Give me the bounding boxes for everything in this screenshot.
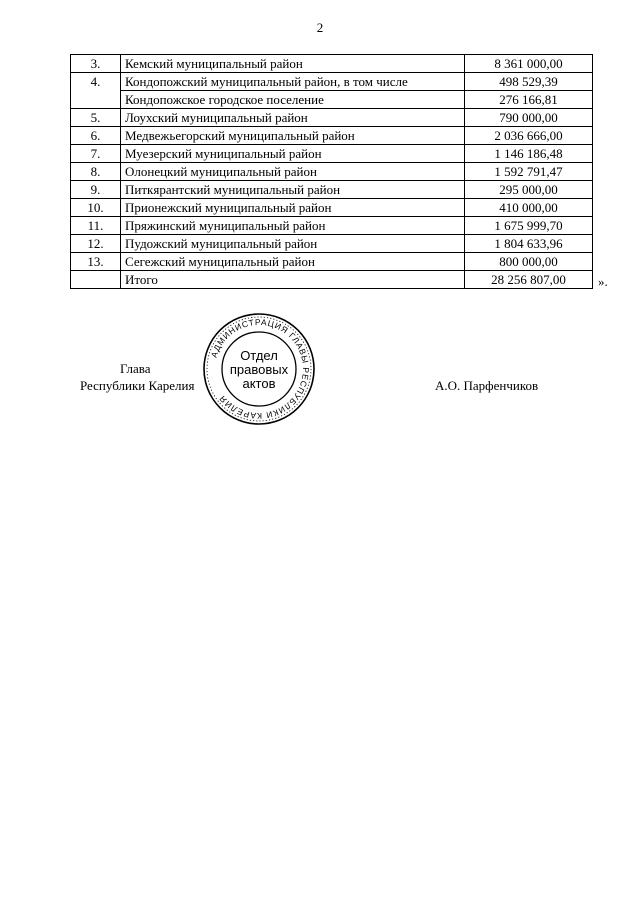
district-name: Питкярантский муниципальный район bbox=[121, 181, 465, 199]
amount: 2 036 666,00 bbox=[465, 127, 593, 145]
stamp-line-1: Отдел bbox=[240, 348, 278, 363]
row-number bbox=[71, 271, 121, 289]
amount: 276 166,81 bbox=[465, 91, 593, 109]
row-number: 3. bbox=[71, 55, 121, 73]
table-row bbox=[71, 55, 593, 73]
amount: 1 146 186,48 bbox=[465, 145, 593, 163]
distribution-table bbox=[70, 54, 593, 289]
row-number: 12. bbox=[71, 235, 121, 253]
district-name: Сегежский муниципальный район bbox=[121, 253, 465, 271]
amount: 295 000,00 bbox=[465, 181, 593, 199]
closing-quote: ». bbox=[598, 274, 608, 289]
district-name: Итого bbox=[121, 271, 465, 289]
table-row bbox=[71, 271, 593, 289]
table-row bbox=[71, 217, 593, 235]
amount: 1 804 633,96 bbox=[465, 235, 593, 253]
district-name: Кондопожское городское поселение bbox=[121, 91, 465, 109]
row-number: 5. bbox=[71, 109, 121, 127]
district-name: Муезерский муниципальный район bbox=[121, 145, 465, 163]
page-number: 2 bbox=[316, 20, 324, 35]
district-name: Медвежьегорский муниципальный район bbox=[121, 127, 465, 145]
table-row bbox=[71, 181, 593, 199]
official-stamp bbox=[202, 312, 316, 426]
table-row bbox=[71, 91, 593, 109]
amount: 1 675 999,70 bbox=[465, 217, 593, 235]
table-row bbox=[71, 109, 593, 127]
row-number bbox=[71, 91, 121, 109]
row-number: 8. bbox=[71, 163, 121, 181]
row-number: 10. bbox=[71, 199, 121, 217]
row-number: 11. bbox=[71, 217, 121, 235]
amount: 800 000,00 bbox=[465, 253, 593, 271]
district-name: Лоухский муниципальный район bbox=[121, 109, 465, 127]
amount: 790 000,00 bbox=[465, 109, 593, 127]
row-number: 13. bbox=[71, 253, 121, 271]
row-number: 7. bbox=[71, 145, 121, 163]
district-name: Прионежский муниципальный район bbox=[121, 199, 465, 217]
table-row bbox=[71, 145, 593, 163]
signatory-name: А.О. Парфенчиков bbox=[435, 378, 539, 393]
signature-title: Глава bbox=[120, 361, 151, 376]
table-row bbox=[71, 127, 593, 145]
table-row bbox=[71, 73, 593, 91]
row-number: 6. bbox=[71, 127, 121, 145]
stamp-line-3: актов bbox=[242, 376, 276, 391]
table-row bbox=[71, 235, 593, 253]
amount: 28 256 807,00 bbox=[465, 271, 593, 289]
district-name: Пудожский муниципальный район bbox=[121, 235, 465, 253]
stamp-ring-text: АДМИНИСТРАЦИЯ ГЛАВЫ РЕСПУБЛИКИ КАРЕЛИЯ bbox=[208, 316, 312, 422]
district-name: Олонецкий муниципальный район bbox=[121, 163, 465, 181]
row-number: 9. bbox=[71, 181, 121, 199]
table-row bbox=[71, 253, 593, 271]
amount: 8 361 000,00 bbox=[465, 55, 593, 73]
district-name: Пряжинский муниципальный район bbox=[121, 217, 465, 235]
table-row bbox=[71, 163, 593, 181]
amount: 1 592 791,47 bbox=[465, 163, 593, 181]
district-name: Кондопожский муниципальный район, в том числе bbox=[121, 73, 465, 91]
amount: 410 000,00 bbox=[465, 199, 593, 217]
stamp-line-2: правовых bbox=[229, 362, 289, 377]
table-row bbox=[71, 199, 593, 217]
row-number: 4. bbox=[71, 73, 121, 91]
signature-organization: Республики Карелия bbox=[80, 378, 195, 393]
amount: 498 529,39 bbox=[465, 73, 593, 91]
district-name: Кемский муниципальный район bbox=[121, 55, 465, 73]
